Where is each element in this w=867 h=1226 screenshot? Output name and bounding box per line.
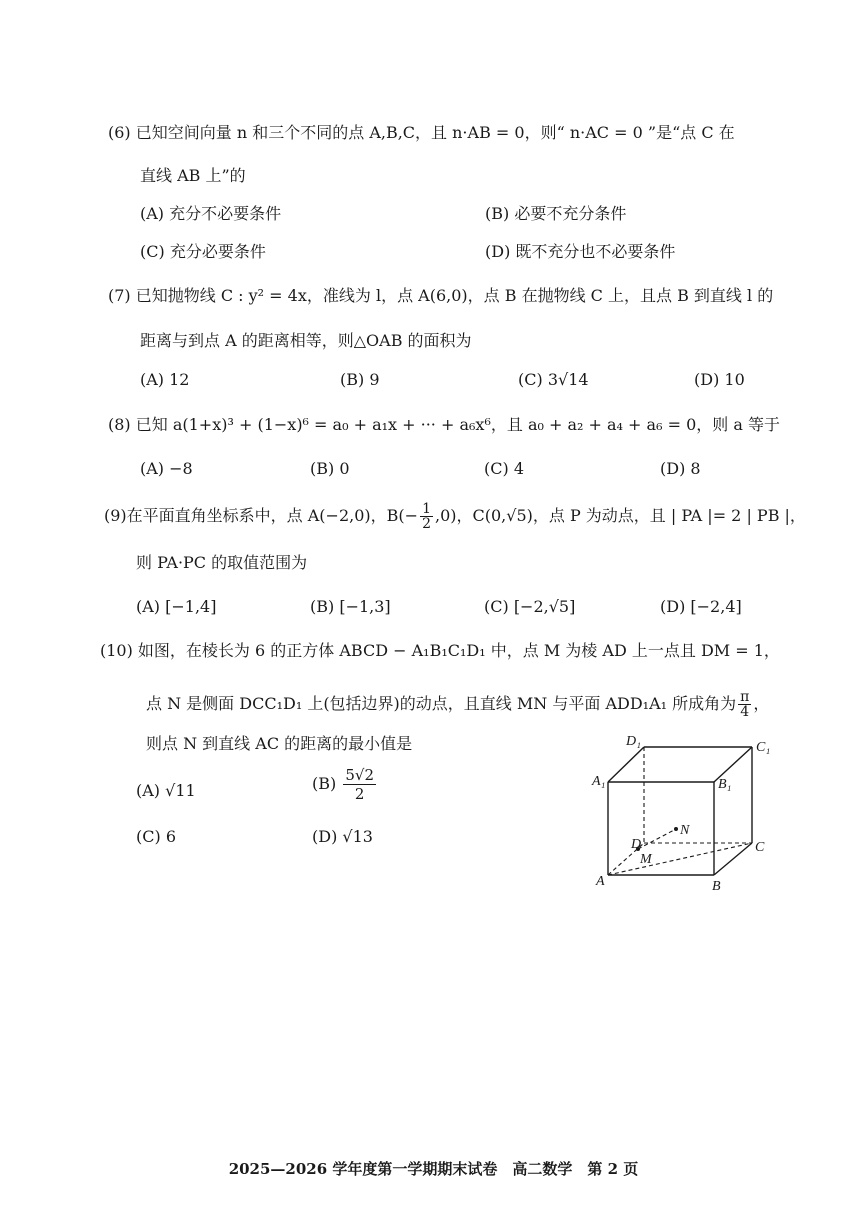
q9-stem-part2: ,0)，C(0,√5)，点 P 为动点，且 | PA |= 2 | PB |， [434, 506, 806, 525]
label-c1: C₁ [756, 740, 771, 755]
q9-option-c: (C) [−2,√5] [484, 597, 576, 616]
edge-b-c [714, 843, 752, 875]
q10-option-a: (A) √11 [136, 781, 196, 800]
q10-angle-denominator: 4 [740, 704, 750, 720]
q10-option-b-label: (B) [312, 774, 337, 793]
q9-stem-line2: 则 PA·PC 的取值范围为 [136, 553, 308, 572]
q10-angle-fraction [738, 690, 751, 719]
diagonal-a-c [608, 843, 752, 875]
q10-option-b-fraction [343, 766, 376, 803]
q10-option-b-denominator: 2 [354, 785, 365, 803]
q10-stem-line3: 则点 N 到直线 AC 的距离的最小值是 [146, 734, 413, 753]
q9-stem-part1: (9)在平面直角坐标系中，点 A(−2,0)，B(− [104, 506, 419, 525]
q9-option-d: (D) [−2,4] [660, 597, 742, 616]
edge-a1-d1 [608, 747, 644, 782]
q6-option-c: (C) 充分必要条件 [140, 242, 266, 261]
label-m: M [640, 852, 652, 867]
q8-option-a: (A) −8 [140, 459, 193, 478]
q9-stem-line1 [104, 502, 806, 531]
label-a1: A₁ [592, 774, 606, 789]
q8-option-c: (C) 4 [484, 459, 524, 478]
q7-stem-line2: 距离与到点 A 的距离相等，则△OAB 的面积为 [140, 331, 472, 350]
q9-option-b: (B) [−1,3] [310, 597, 391, 616]
q10-option-b-numerator: 5√2 [345, 766, 374, 784]
page-footer: 2025—2026 学年度第一学期期末试卷 高二数学 第 2 页 [228, 1160, 639, 1178]
q10-option-b [312, 766, 378, 803]
q9-fraction-numerator: 1 [422, 501, 431, 517]
q10-stem-line2-part1: 点 N 是侧面 DCC₁D₁ 上(包括边界)的动点，且直线 MN 与平面 ADD₁A₁ 所成角为 [146, 694, 737, 713]
q8-option-d: (D) 8 [660, 459, 701, 478]
q10-option-d: (D) √13 [312, 827, 373, 846]
q7-option-b: (B) 9 [340, 370, 380, 389]
label-b1: B₁ [718, 777, 732, 792]
q10-stem-line2-part2: ， [753, 694, 770, 713]
q7-option-a: (A) 12 [140, 370, 190, 389]
label-a: A [596, 874, 605, 889]
q8-stem-line1: (8) 已知 a(1+x)³ + (1−x)⁶ = a₀ + a₁x + ··· + a₆x⁶，且 a₀ + a₂ + a₄ + a₆ = 0，则 a 等于 [108, 415, 780, 434]
q6-option-d: (D) 既不充分也不必要条件 [485, 242, 676, 261]
label-d1: D₁ [626, 735, 641, 749]
q7-option-d: (D) 10 [694, 370, 745, 389]
q6-stem-line2: 直线 AB 上”的 [140, 166, 246, 185]
label-n: N [680, 823, 690, 838]
q6-option-b: (B) 必要不充分条件 [485, 204, 627, 223]
point-n [674, 827, 678, 831]
label-d: D [631, 837, 642, 852]
q9-fraction-denominator: 2 [422, 516, 431, 532]
q7-option-c: (C) 3√14 [518, 370, 589, 389]
q8-option-b: (B) 0 [310, 459, 350, 478]
cube-figure [590, 735, 780, 895]
q7-stem-line1: (7) 已知抛物线 C : y² = 4x，准线为 l，点 A(6,0)，点 B 在抛物线 C 上，且点 B 到直线 l 的 [108, 286, 774, 305]
q10-stem-line2 [146, 690, 769, 719]
q6-stem-line1: (6) 已知空间向量 n 和三个不同的点 A,B,C，且 n·AB = 0，则“ n·AC = 0 ”是“点 C 在 [108, 123, 735, 142]
q10-stem-line1: (10) 如图，在棱长为 6 的正方体 ABCD − A₁B₁C₁D₁ 中，点 M 为棱 AD 上一点且 DM = 1， [100, 641, 780, 660]
q10-angle-numerator: π [740, 689, 750, 705]
q9-option-a: (A) [−1,4] [136, 597, 217, 616]
q10-option-c: (C) 6 [136, 827, 176, 846]
label-c: C [755, 840, 765, 855]
q9-fraction [420, 502, 433, 531]
label-b: B [712, 879, 721, 894]
q6-option-a: (A) 充分不必要条件 [140, 204, 282, 223]
